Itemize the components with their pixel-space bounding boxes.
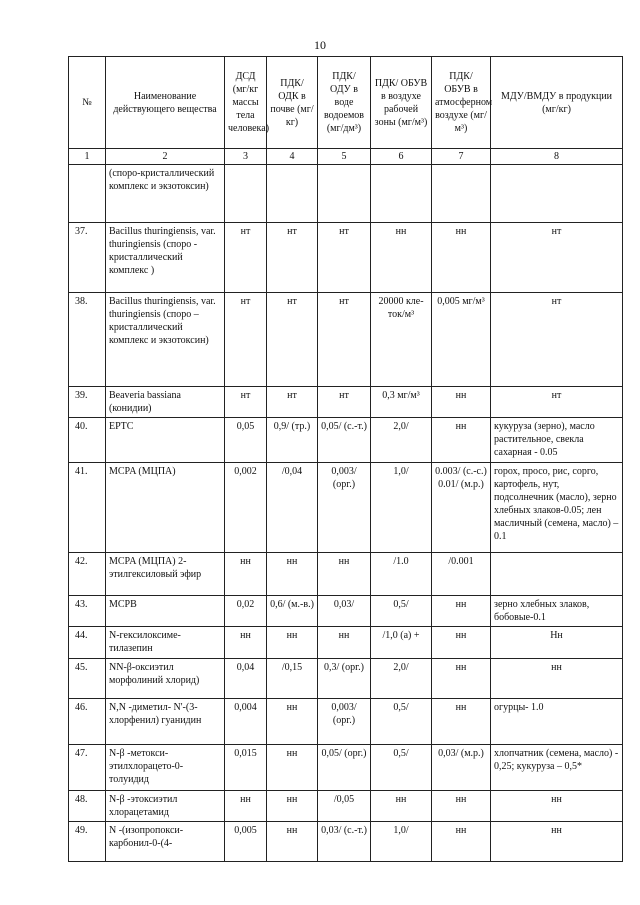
workzone-value: /1,0 (а) + bbox=[371, 627, 432, 659]
row-number: 42. bbox=[69, 553, 106, 596]
table-row bbox=[69, 463, 623, 553]
workzone-value: 0,5/ bbox=[371, 596, 432, 627]
soil-value bbox=[267, 165, 318, 223]
soil-value: нн bbox=[267, 822, 318, 862]
workzone-value: нн bbox=[371, 791, 432, 822]
soil-value: нн bbox=[267, 553, 318, 596]
dsd-value bbox=[225, 165, 267, 223]
water-value: 0,03/ (с.-т.) bbox=[318, 822, 371, 862]
atmosphere-value: нн bbox=[432, 659, 491, 699]
substance-name: MCPA (МЦПА) 2-этилгексиловый эфир bbox=[106, 553, 225, 596]
workzone-value: 0,5/ bbox=[371, 745, 432, 791]
column-index: 4 bbox=[267, 149, 318, 165]
workzone-value: 0,5/ bbox=[371, 699, 432, 745]
row-number: 45. bbox=[69, 659, 106, 699]
table-row bbox=[69, 223, 623, 293]
soil-value: нт bbox=[267, 293, 318, 387]
row-number: 39. bbox=[69, 387, 106, 418]
table-row bbox=[69, 387, 623, 418]
dsd-value: нн bbox=[225, 627, 267, 659]
column-index: 8 bbox=[491, 149, 623, 165]
dsd-value: 0,002 bbox=[225, 463, 267, 553]
workzone-value: 2,0/ bbox=[371, 659, 432, 699]
workzone-value: 0,3 мг/м³ bbox=[371, 387, 432, 418]
row-number: 37. bbox=[69, 223, 106, 293]
atmosphere-value: нн bbox=[432, 223, 491, 293]
substance-name: MCPA (МЦПА) bbox=[106, 463, 225, 553]
substance-name: N-β -метокси-этилхлорацето-0-толуидид bbox=[106, 745, 225, 791]
atmosphere-value: нн bbox=[432, 387, 491, 418]
atmosphere-value: 0.003/ (с.-с.) 0.01/ (м.р.) bbox=[432, 463, 491, 553]
workzone-value: 2,0/ bbox=[371, 418, 432, 463]
table-row bbox=[69, 553, 623, 596]
soil-value: нн bbox=[267, 745, 318, 791]
page-number: 10 bbox=[314, 38, 326, 52]
hygienic-standards-table bbox=[68, 56, 623, 862]
soil-value: нн bbox=[267, 627, 318, 659]
table-row bbox=[69, 822, 623, 862]
table-row bbox=[69, 596, 623, 627]
water-value: нт bbox=[318, 387, 371, 418]
mdu-value: зерно хлебных злаков, бобовые-0.1 bbox=[491, 596, 623, 627]
water-value: 0,003/ (орг.) bbox=[318, 699, 371, 745]
workzone-value bbox=[371, 165, 432, 223]
soil-value: /0,04 bbox=[267, 463, 318, 553]
atmosphere-value: нн bbox=[432, 627, 491, 659]
column-index: 3 bbox=[225, 149, 267, 165]
row-number bbox=[69, 165, 106, 223]
soil-value: нт bbox=[267, 387, 318, 418]
water-value: /0,05 bbox=[318, 791, 371, 822]
row-number: 47. bbox=[69, 745, 106, 791]
table-row bbox=[69, 627, 623, 659]
header-atmosphere: ПДК/ ОБУВ в атмосферном воздухе (мг/м³) bbox=[432, 57, 491, 149]
mdu-value: хлопчатник (семена, масло) - 0,25; кукуруза – 0,5* bbox=[491, 745, 623, 791]
substance-name: N-гексилоксиме-тилазепин bbox=[106, 627, 225, 659]
atmosphere-value: нн bbox=[432, 822, 491, 862]
substance-name: N -(изопропокси-карбонил-0-(4- bbox=[106, 822, 225, 862]
atmosphere-value: нн bbox=[432, 596, 491, 627]
mdu-value: нт bbox=[491, 223, 623, 293]
header-water: ПДК/ ОДУ в воде водоемов (мг/дм³) bbox=[318, 57, 371, 149]
workzone-value: 1,0/ bbox=[371, 463, 432, 553]
header-row bbox=[69, 57, 623, 149]
table-row bbox=[69, 699, 623, 745]
soil-value: /0,15 bbox=[267, 659, 318, 699]
water-value: 0,3/ (орг.) bbox=[318, 659, 371, 699]
water-value: нт bbox=[318, 293, 371, 387]
mdu-value bbox=[491, 165, 623, 223]
dsd-value: 0,02 bbox=[225, 596, 267, 627]
dsd-value: нт bbox=[225, 223, 267, 293]
column-index: 6 bbox=[371, 149, 432, 165]
row-number: 48. bbox=[69, 791, 106, 822]
dsd-value: нт bbox=[225, 293, 267, 387]
dsd-value: 0,04 bbox=[225, 659, 267, 699]
mdu-value: огурцы- 1.0 bbox=[491, 699, 623, 745]
atmosphere-value: 0,005 мг/м³ bbox=[432, 293, 491, 387]
water-value: нн bbox=[318, 553, 371, 596]
substance-name: N-β -этоксиэтил хлорацетамид bbox=[106, 791, 225, 822]
mdu-value: нт bbox=[491, 387, 623, 418]
row-number: 41. bbox=[69, 463, 106, 553]
header-workzone: ПДК/ ОБУВ в воздухе рабочей зоны (мг/м³) bbox=[371, 57, 432, 149]
header-substance: Наименование действующего вещества bbox=[106, 57, 225, 149]
row-number: 38. bbox=[69, 293, 106, 387]
substance-name: Beaveria bassiana (конидии) bbox=[106, 387, 225, 418]
mdu-value: нн bbox=[491, 791, 623, 822]
column-index: 2 bbox=[106, 149, 225, 165]
table-row bbox=[69, 293, 623, 387]
dsd-value: 0,015 bbox=[225, 745, 267, 791]
row-number: 40. bbox=[69, 418, 106, 463]
row-number: 49. bbox=[69, 822, 106, 862]
atmosphere-value: нн bbox=[432, 418, 491, 463]
water-value: 0,03/ bbox=[318, 596, 371, 627]
water-value: 0,05/ (с.-т.) bbox=[318, 418, 371, 463]
substance-name: NN-β-оксиэтил морфолиний хлорид) bbox=[106, 659, 225, 699]
dsd-value: нн bbox=[225, 553, 267, 596]
row-number: 46. bbox=[69, 699, 106, 745]
soil-value: нн bbox=[267, 699, 318, 745]
column-index: 1 bbox=[69, 149, 106, 165]
atmosphere-value bbox=[432, 165, 491, 223]
mdu-value: нн bbox=[491, 659, 623, 699]
dsd-value: 0,05 bbox=[225, 418, 267, 463]
soil-value: 0,6/ (м.-в.) bbox=[267, 596, 318, 627]
dsd-value: 0,005 bbox=[225, 822, 267, 862]
header-no: № bbox=[69, 57, 106, 149]
column-index: 5 bbox=[318, 149, 371, 165]
table-row bbox=[69, 791, 623, 822]
header-dsd: ДСД (мг/кг массы тела человека) bbox=[225, 57, 267, 149]
substance-name: MCPB bbox=[106, 596, 225, 627]
mdu-value: горох, просо, рис, сорго, картофель, нут, подсолнечник (масло), зерно хлебных злаков-0.05; лен масличный (семена, масло) – 0.1 bbox=[491, 463, 623, 553]
table-row bbox=[69, 418, 623, 463]
header-mdu: МДУ/ВМДУ в продукции (мг/кг) bbox=[491, 57, 623, 149]
water-value: нн bbox=[318, 627, 371, 659]
dsd-value: нн bbox=[225, 791, 267, 822]
workzone-value: нн bbox=[371, 223, 432, 293]
water-value: нт bbox=[318, 223, 371, 293]
workzone-value: 1,0/ bbox=[371, 822, 432, 862]
soil-value: нт bbox=[267, 223, 318, 293]
mdu-value: нт bbox=[491, 293, 623, 387]
substance-name: Bacillus thuringiensis, var. thuringiensis (споро – кристаллический комплекс и экзотоксин) bbox=[106, 293, 225, 387]
row-number: 43. bbox=[69, 596, 106, 627]
atmosphere-value: нн bbox=[432, 699, 491, 745]
header-soil: ПДК/ ОДК в почве (мг/кг) bbox=[267, 57, 318, 149]
substance-name: EPTC bbox=[106, 418, 225, 463]
atmosphere-value: 0,03/ (м.р.) bbox=[432, 745, 491, 791]
atmosphere-value: /0.001 bbox=[432, 553, 491, 596]
mdu-value: Нн bbox=[491, 627, 623, 659]
table-row bbox=[69, 659, 623, 699]
dsd-value: нт bbox=[225, 387, 267, 418]
mdu-value: кукуруза (зерно), масло растительное, свекла сахарная - 0.05 bbox=[491, 418, 623, 463]
soil-value: 0,9/ (тр.) bbox=[267, 418, 318, 463]
atmosphere-value: нн bbox=[432, 791, 491, 822]
substance-name: (споро-кристаллический комплекс и экзотоксин) bbox=[106, 165, 225, 223]
soil-value: нн bbox=[267, 791, 318, 822]
table-row bbox=[69, 745, 623, 791]
table-row bbox=[69, 165, 623, 223]
mdu-value bbox=[491, 553, 623, 596]
workzone-value: 20000 кле-ток/м³ bbox=[371, 293, 432, 387]
row-number: 44. bbox=[69, 627, 106, 659]
workzone-value: /1.0 bbox=[371, 553, 432, 596]
water-value bbox=[318, 165, 371, 223]
column-index-row bbox=[69, 149, 623, 165]
substance-name: N,N -диметил- N'-(3-хлорфенил) гуанидин bbox=[106, 699, 225, 745]
mdu-value: нн bbox=[491, 822, 623, 862]
water-value: 0,003/ (орг.) bbox=[318, 463, 371, 553]
substance-name: Bacillus thuringiensis, var. thuringiensis (споро - кристаллический комплекс ) bbox=[106, 223, 225, 293]
column-index: 7 bbox=[432, 149, 491, 165]
dsd-value: 0,004 bbox=[225, 699, 267, 745]
water-value: 0,05/ (орг.) bbox=[318, 745, 371, 791]
